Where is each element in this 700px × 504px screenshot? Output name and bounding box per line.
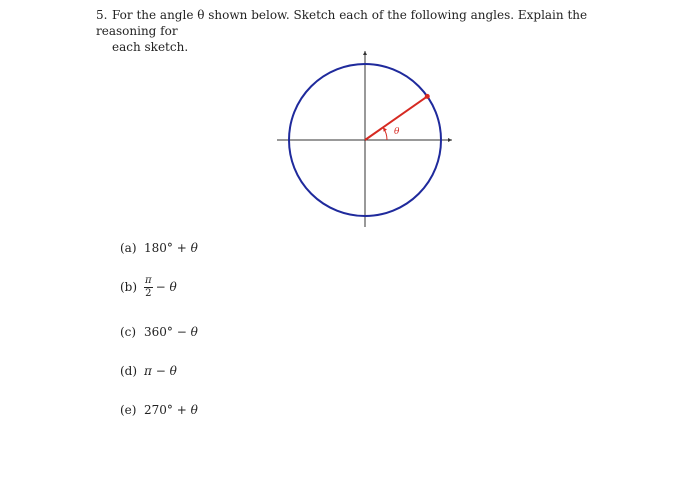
part-a <box>120 240 198 256</box>
part-b-expr-var: θ <box>169 280 177 294</box>
problem-text-line1: For the angle θ shown below. Sketch each of the following angles. Explain the reasoning for <box>96 8 588 38</box>
part-b <box>120 276 177 299</box>
part-c <box>120 324 198 340</box>
part-b-expression <box>144 276 177 299</box>
part-a-expr-var: θ <box>190 241 198 255</box>
part-d-expr-main: − <box>151 364 170 378</box>
problem-number: 5. <box>96 8 108 22</box>
terminal-point <box>425 94 430 99</box>
part-a-label: (a) <box>120 241 137 255</box>
part-e-expression <box>144 402 198 418</box>
part-c-expr-var: θ <box>190 325 198 339</box>
angle-theta-label: θ <box>394 127 400 137</box>
part-e-expr-main: 270° + <box>144 403 191 417</box>
part-a-expr-main: 180° + <box>144 241 191 255</box>
part-b-expr-main: − <box>155 280 170 294</box>
x-axis-arrowhead <box>448 138 452 142</box>
part-d <box>120 363 177 379</box>
part-a-expression <box>144 240 198 256</box>
part-b-fraction-denominator: 2 <box>145 288 152 299</box>
part-b-fraction-numerator: π <box>145 275 152 286</box>
part-c-expression <box>144 324 198 340</box>
part-e-expr-var: θ <box>190 403 198 417</box>
part-d-expr-pre: π <box>144 364 152 378</box>
y-axis-arrowhead <box>363 51 367 55</box>
part-c-label: (c) <box>120 325 137 339</box>
part-b-label: (b) <box>120 280 138 294</box>
part-d-expression <box>144 363 177 379</box>
part-e-label: (e) <box>120 403 137 417</box>
part-d-label: (d) <box>120 364 138 378</box>
unit-circle-figure <box>270 45 460 235</box>
part-b-fraction <box>144 276 153 299</box>
part-c-expr-main: 360° − <box>144 325 191 339</box>
part-e <box>120 402 198 418</box>
part-d-expr-var: θ <box>169 364 177 378</box>
problem-text-line2: each sketch. <box>112 40 189 54</box>
